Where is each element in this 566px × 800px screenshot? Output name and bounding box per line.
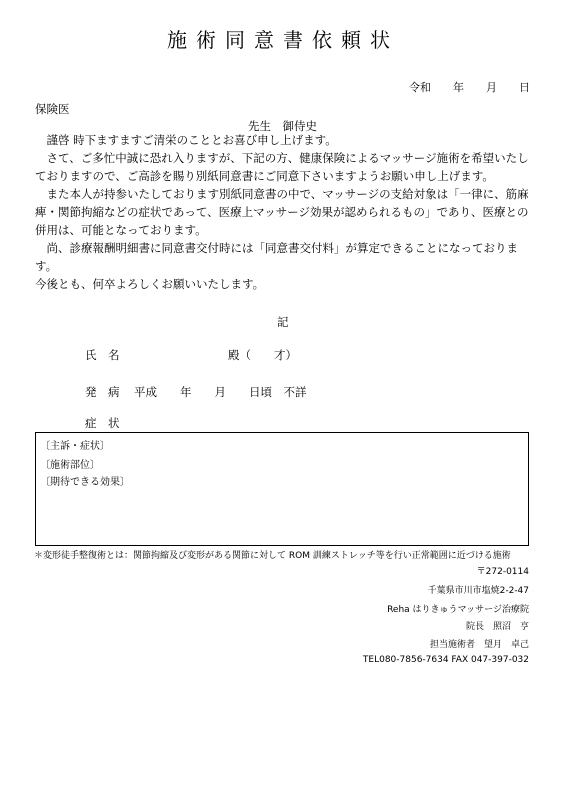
symptom-item-complaint: 〔主訴・症状〕 xyxy=(40,441,110,452)
body-paragraph-3: また本人が持参いたしております別紙同意書の中で、マッサージの支給対象は「一律に、筋麻痺・関節拘縮などの症状であって、医療上マッサージ効果が認められるもの」であり、医療との併用は、可能となっております。 xyxy=(35,187,529,237)
name-label: 氏 名 xyxy=(85,348,120,362)
name-suffix: 殿（ 才） xyxy=(228,348,297,362)
date-line: 令和 年 月 日 xyxy=(409,81,530,94)
body-paragraph-5: 今後とも、何卒よろしくお願いいたします。 xyxy=(35,277,265,291)
letter-body xyxy=(35,131,535,293)
body-paragraph-4: 尚、診療報酬明細書に同意書交付時には「同意書交付料」が算定できることになっております。 xyxy=(35,241,518,273)
symptom-item-effect: 〔期待できる効果〕 xyxy=(40,477,130,488)
symptom-item-area: 〔施術部位〕 xyxy=(40,460,100,471)
document-title: 施術同意書依頼状 xyxy=(167,28,399,52)
clinic-contact: TEL080-7856-7634 FAX 047-397-032 xyxy=(362,655,529,665)
clinic-name: Reha はりきゅうマッサージ治療院 xyxy=(387,605,529,615)
addressee: 保険医 xyxy=(35,102,70,116)
clinic-practitioner: 担当施術者 望月 卓己 xyxy=(429,640,529,650)
symptom-label: 症 状 xyxy=(85,416,120,430)
onset-label: 発 病 xyxy=(85,385,120,399)
footnote: ＊変形徒手整復術とは：関節拘縮及び変形がある関節に対して ROM 訓練ストレッチ等を行い正常範囲に近づける施術 xyxy=(34,551,511,561)
salutation: 先生 御侍史 xyxy=(248,119,317,133)
body-paragraph-2: さて、ご多忙中誠に恐れ入りますが、下記の方、健康保険によるマッサージ施術を希望いたしておりますので、ご高診を賜り別紙同意書にご同意下さいますようお願い申し上げます。 xyxy=(35,151,529,183)
clinic-director: 院長 照沼 亨 xyxy=(465,622,529,632)
clinic-address: 千葉県市川市塩焼2-2-47 xyxy=(427,586,529,596)
clinic-postal: 〒272-0114 xyxy=(476,567,529,577)
symptom-box[interactable] xyxy=(35,432,529,546)
onset-value: 平成 年 月 日頃 不詳 xyxy=(134,385,307,399)
ki-heading: 記 xyxy=(277,315,289,329)
body-paragraph-1: 謹啓 時下ますますご清栄のこととお喜び申し上げます。 xyxy=(35,133,337,147)
